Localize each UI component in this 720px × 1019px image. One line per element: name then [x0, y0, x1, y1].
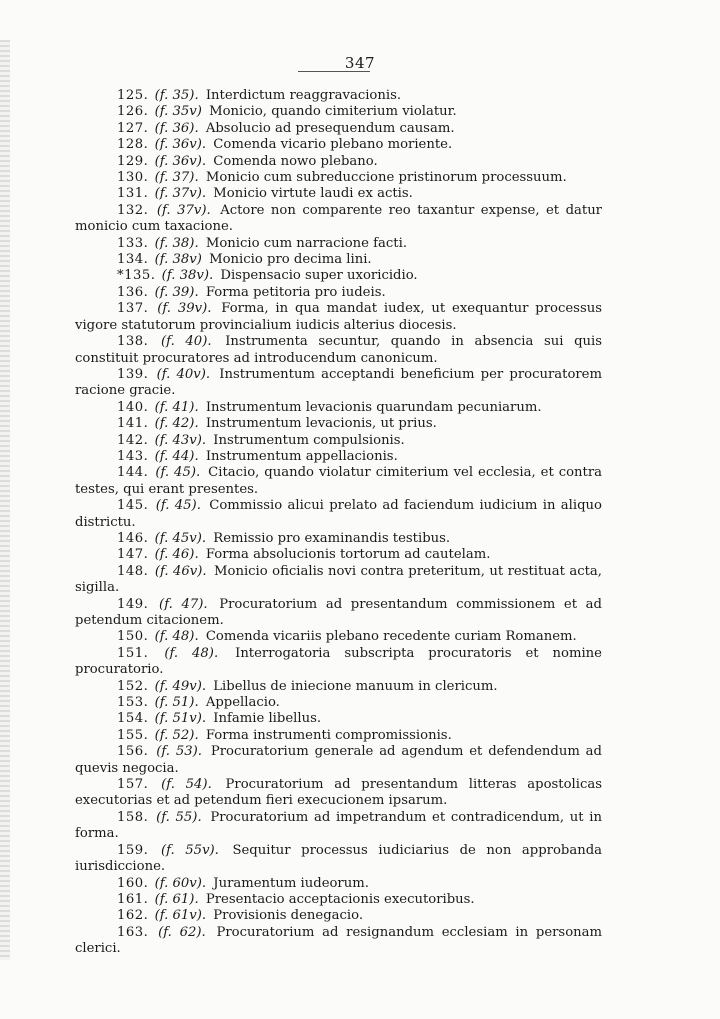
- entry-folio: (f. 60v).: [154, 875, 207, 891]
- list-item: [75, 547, 602, 563]
- entry-folio: (f. 37).: [154, 170, 199, 186]
- list-item: [75, 88, 602, 104]
- entry-folio: (f. 52).: [154, 727, 199, 743]
- page-number-rule: [298, 71, 370, 72]
- entry-number: 153.: [117, 695, 149, 711]
- list-item: [75, 203, 602, 236]
- entry-folio: (f. 45).: [155, 498, 201, 514]
- entry-folio: (f. 38v).: [161, 268, 214, 284]
- entry-number: 133.: [117, 235, 149, 251]
- entry-text: Dispensacio super uxoricidio.: [220, 268, 418, 284]
- entry-text: Presentacio acceptacionis executoribus.: [205, 891, 475, 907]
- entry-folio: (f. 39v).: [157, 301, 212, 317]
- entry-number: 137.: [117, 301, 149, 317]
- list-item: [75, 597, 602, 630]
- entry-text: Monicio oficialis novi contra preteritum, ut restituat acta, sigilla.: [75, 563, 602, 596]
- entry-text: Appellacio.: [205, 695, 280, 711]
- entry-folio: (f. 51v).: [154, 711, 207, 727]
- entry-folio: (f. 51).: [154, 695, 199, 711]
- entry-number: 150.: [117, 629, 149, 645]
- entry-text: Procuratorium ad presentandum commissionem et ad petendum citacionem.: [75, 596, 602, 628]
- entry-text: Monicio virtute laudi ex actis.: [213, 186, 413, 202]
- list-item: [75, 154, 602, 170]
- entry-folio: (f. 61v).: [154, 908, 207, 924]
- entry-number: 156.: [117, 744, 149, 760]
- entry-text: Juramentum iudeorum.: [213, 875, 369, 891]
- entry-text: Commissio alicui prelato ad faciendum iudicium in aliquo districtu.: [75, 498, 602, 530]
- entry-text: Instrumenta secuntur, quando in absencia sui quis constituit procuratores ad introducendum canonicum.: [75, 334, 602, 366]
- entry-folio: (f. 54).: [161, 777, 212, 793]
- entry-number: 154.: [117, 711, 149, 727]
- list-item: [75, 908, 602, 924]
- entry-text: Sequitur processus iudiciarius de non approbanda iurisdiccione.: [75, 842, 603, 875]
- entry-folio: (f. 47).: [159, 596, 208, 612]
- list-item: [75, 186, 602, 202]
- entry-number: 129.: [117, 153, 149, 169]
- list-item: [75, 925, 602, 958]
- entry-text: Forma, in qua mandat iudex, ut exequantur processus vigore statutorum provincialium iudicis alterius diocesis.: [75, 301, 602, 333]
- entry-folio: (f. 45).: [155, 465, 201, 481]
- entry-folio: (f. 36).: [154, 120, 199, 136]
- list-item: [75, 892, 602, 908]
- entry-text: Comenda vicariis plebano recedente curiam Romanem.: [205, 629, 577, 645]
- entry-text: Monicio pro decima lini.: [209, 252, 372, 268]
- entry-number: 148.: [117, 563, 149, 579]
- entry-number: 134.: [117, 252, 149, 268]
- entry-folio: (f. 40v).: [156, 366, 211, 382]
- entry-folio: (f. 46v).: [154, 563, 207, 579]
- list-item: [75, 728, 602, 744]
- binding-edge: [0, 40, 10, 960]
- list-item: [75, 465, 602, 498]
- entry-number: 159.: [117, 842, 149, 858]
- entry-folio: (f. 48).: [154, 629, 199, 645]
- entry-number: 142.: [117, 432, 149, 448]
- entry-text: Infamie libellus.: [213, 711, 322, 727]
- entry-text: Forma petitoria pro iudeis.: [205, 284, 386, 300]
- list-item: [75, 843, 602, 876]
- entry-number: 149.: [117, 596, 149, 612]
- entry-text: Forma instrumenti compromissionis.: [205, 727, 452, 743]
- entry-number: 143.: [117, 448, 149, 464]
- entry-folio: (f. 55).: [156, 809, 202, 825]
- list-item: [75, 104, 602, 120]
- list-item: [75, 236, 602, 252]
- entry-number: 157.: [117, 777, 149, 793]
- entry-number: *135.: [117, 268, 156, 284]
- entry-number: 160.: [117, 875, 149, 891]
- entry-text: Remissio pro examinandis testibus.: [213, 530, 451, 546]
- entry-folio: (f. 46).: [154, 547, 199, 563]
- list-item: [75, 564, 602, 597]
- entry-text: Provisionis denegacio.: [213, 908, 364, 924]
- entry-list: [75, 88, 602, 958]
- entry-text: Procuratorium ad resignandum ecclesiam in personam clerici.: [75, 924, 602, 957]
- entry-folio: (f. 37v).: [156, 202, 211, 218]
- entry-folio: (f. 48).: [164, 645, 219, 661]
- list-item: [75, 170, 602, 186]
- entry-folio: (f. 39).: [154, 284, 199, 300]
- entry-folio: (f. 41).: [154, 399, 199, 415]
- entry-text: Monicio, quando cimiterium violatur.: [209, 104, 457, 120]
- entry-text: Monicio cum narracione facti.: [205, 235, 408, 251]
- entry-folio: (f. 55v).: [160, 842, 219, 858]
- list-item: [75, 285, 602, 301]
- list-item: [75, 400, 602, 416]
- entry-folio: (f. 53).: [156, 744, 202, 760]
- entry-number: 161.: [117, 891, 149, 907]
- entry-number: 162.: [117, 908, 149, 924]
- entry-number: 146.: [117, 530, 149, 546]
- entry-text: Instrumentum levacionis quarundam pecuniarum.: [205, 399, 542, 415]
- entry-text: Actore non comparente reo taxantur expense, et datur monicio cum taxacione.: [75, 202, 602, 235]
- list-item: [75, 433, 602, 449]
- entry-folio: (f. 61).: [154, 891, 199, 907]
- list-item: [75, 252, 602, 268]
- entry-number: 158.: [117, 809, 149, 825]
- entry-folio: (f. 45v).: [154, 530, 207, 546]
- entry-folio: (f. 35v): [154, 104, 202, 120]
- entry-number: 127.: [117, 120, 149, 136]
- entry-text: Procuratorium generale ad agendum et defendendum ad quevis negocia.: [75, 744, 602, 776]
- entry-number: 141.: [117, 416, 149, 432]
- entry-number: 132.: [117, 202, 149, 218]
- entry-folio: (f. 38).: [154, 235, 199, 251]
- entry-number: 140.: [117, 399, 149, 415]
- entry-number: 145.: [117, 498, 149, 514]
- list-item: [75, 367, 602, 400]
- entry-folio: (f. 35).: [154, 88, 199, 103]
- list-item: [75, 334, 602, 367]
- list-item: [75, 416, 602, 432]
- entry-folio: (f. 40).: [161, 334, 212, 350]
- list-item: [75, 876, 602, 892]
- entry-text: Interdictum reaggravacionis.: [205, 88, 402, 103]
- entry-folio: (f. 49v).: [154, 678, 207, 694]
- entry-number: 126.: [117, 104, 149, 120]
- list-item: [75, 744, 602, 777]
- entry-text: Comenda nowo plebano.: [213, 153, 378, 169]
- list-item: [75, 695, 602, 711]
- list-item: [75, 449, 602, 465]
- list-item: [75, 268, 602, 284]
- list-item: [75, 121, 602, 137]
- entry-text: Instrumentum acceptandi beneficium per procuratorem racione gracie.: [75, 366, 602, 399]
- entry-number: 151.: [117, 645, 149, 661]
- entry-number: 128.: [117, 137, 149, 153]
- list-item: [75, 301, 602, 334]
- entry-text: Instrumentum compulsionis.: [213, 432, 405, 448]
- list-item: [75, 777, 602, 810]
- entry-folio: (f. 38v): [154, 252, 202, 268]
- entry-text: Absolucio ad presequendum causam.: [205, 120, 455, 136]
- entry-folio: (f. 42).: [154, 416, 199, 432]
- entry-text: Comenda vicario plebano moriente.: [213, 137, 453, 153]
- entry-number: 163.: [117, 924, 149, 940]
- entry-number: 131.: [117, 186, 149, 202]
- entry-text: Instrumentum appellacionis.: [205, 448, 398, 464]
- list-item: [75, 137, 602, 153]
- entry-number: 138.: [117, 334, 149, 350]
- list-item: [75, 531, 602, 547]
- entry-text: Procuratorium ad impetrandum et contradicendum, ut in forma.: [75, 809, 602, 842]
- entry-text: Libellus de iniecione manuum in clericum.: [213, 678, 498, 694]
- entry-number: 130.: [117, 170, 149, 186]
- entry-number: 136.: [117, 284, 149, 300]
- entry-number: 144.: [117, 465, 149, 481]
- list-item: [75, 679, 602, 695]
- entry-number: 125.: [117, 88, 149, 103]
- entry-number: 155.: [117, 727, 149, 743]
- entry-text: Instrumentum levacionis, ut prius.: [205, 416, 437, 432]
- page-number: 347: [344, 54, 376, 72]
- entry-number: 152.: [117, 678, 149, 694]
- entry-folio: (f. 62).: [158, 924, 206, 940]
- list-item: [75, 810, 602, 843]
- entry-number: 147.: [117, 547, 149, 563]
- entry-text: Interrogatoria subscripta procuratoris et nomine procuratorio.: [75, 645, 602, 678]
- entry-number: 139.: [117, 366, 149, 382]
- entry-text: Procuratorium ad presentandum litteras apostolicas executorias et ad petendum fieri execucionem ipsarum.: [75, 777, 602, 809]
- entry-folio: (f. 43v).: [154, 432, 207, 448]
- entry-folio: (f. 36v).: [154, 137, 207, 153]
- entry-text: Forma absolucionis tortorum ad cautelam.: [205, 547, 491, 563]
- list-item: [75, 711, 602, 727]
- entry-folio: (f. 37v).: [154, 186, 207, 202]
- entry-text: Citacio, quando violatur cimiterium vel ecclesia, et contra testes, qui erant presentes.: [75, 465, 602, 497]
- entry-text: Monicio cum subreduccione pristinorum processuum.: [205, 170, 567, 186]
- entry-folio: (f. 36v).: [154, 153, 207, 169]
- list-item: [75, 646, 602, 679]
- entry-folio: (f. 44).: [154, 448, 199, 464]
- list-item: [75, 498, 602, 531]
- list-item: [75, 629, 602, 645]
